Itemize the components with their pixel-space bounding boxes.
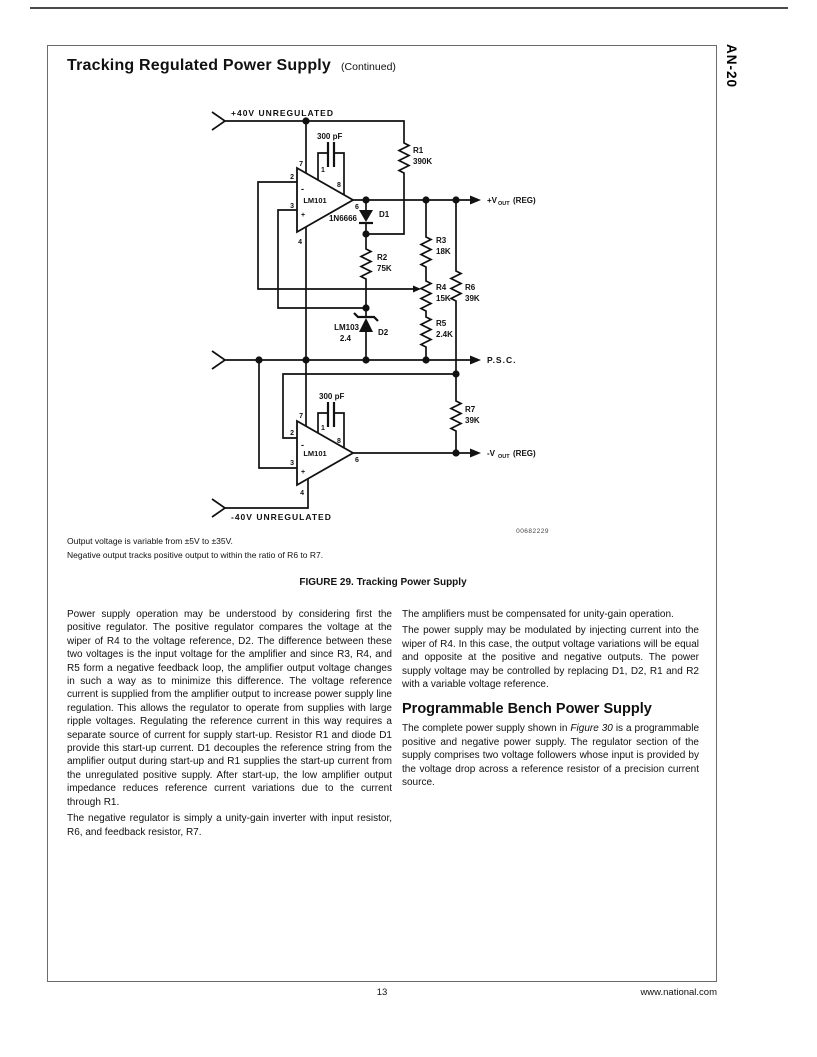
section-heading-programmable-bench-power-supply: Programmable Bench Power Supply	[402, 701, 652, 718]
label-r3-name: R3	[436, 236, 447, 245]
label-d1-part: 1N6666	[328, 214, 357, 223]
resistor-r5	[421, 315, 431, 349]
pin-4-lower: 4	[300, 490, 304, 497]
figure-caption: FIGURE 29. Tracking Power Supply	[299, 577, 467, 588]
minus-input-upper: -	[301, 184, 304, 194]
paragraph	[402, 722, 699, 789]
label-r3-value: 18K	[436, 247, 451, 256]
paragraph: The power supply may be modulated by injecting current into the wiper of R4. In this case, the output voltage variations will be equal and opposite at the positive and negative outputs. The power supply voltage may be controlled by replacing D1, D2, R1 and R2 with a variable voltage reference.	[402, 625, 699, 691]
figure-29-schematic	[48, 96, 718, 546]
closing-text-after: is a programmable positive and negative power supply. The regulator section of the supply comprises two voltage followers whose input is provided by the voltage drop across a reference resistor of a precision current source.	[402, 723, 700, 789]
page-number: 13	[376, 987, 388, 998]
label-r2-value: 75K	[377, 264, 392, 273]
pin-2-upper: 2	[290, 174, 294, 181]
label-vout-pos-sub: OUT	[498, 201, 510, 207]
pin-6-lower: 6	[355, 457, 359, 464]
label-vout-neg: -V	[487, 449, 495, 458]
figure-note-1: Output voltage is variable from ±5V to ±35V.	[67, 536, 233, 546]
figure-30-reference: Figure 30	[570, 723, 613, 735]
resistor-r3	[421, 235, 431, 269]
resistor-r4-pot	[413, 279, 431, 313]
pin-7-lower: 7	[299, 413, 303, 420]
label-vout-neg-reg: (REG)	[513, 449, 536, 458]
website-link: www.national.com	[640, 987, 717, 998]
label-r5-name: R5	[436, 319, 447, 328]
document-sheet	[47, 45, 717, 982]
diode-d1	[359, 210, 373, 223]
pin-8-upper: 8	[337, 182, 341, 189]
label-r2-name: R2	[377, 253, 388, 262]
pin-1-lower: 1	[321, 425, 325, 432]
appnote-number-tab: AN-20	[724, 44, 739, 89]
pin-1-upper: 1	[321, 167, 325, 174]
label-r7-value: 39K	[465, 416, 480, 425]
label-supply-positive: +40V UNREGULATED	[231, 108, 334, 118]
label-r4-value: 15K	[436, 294, 451, 303]
label-r1-name: R1	[413, 146, 424, 155]
title-continued: (Continued)	[341, 61, 396, 73]
plus-input-lower: +	[301, 469, 306, 476]
body-text-columns	[67, 608, 699, 842]
label-r7-name: R7	[465, 405, 476, 414]
label-cap-lower: 300 pF	[319, 392, 345, 401]
capacitor-lower	[328, 402, 334, 427]
closing-text-before: The complete power supply shown in	[402, 723, 571, 735]
label-r6-value: 39K	[465, 294, 480, 303]
label-supply-negative: -40V UNREGULATED	[231, 512, 332, 522]
capacitor-upper	[328, 142, 334, 167]
resistor-r7	[451, 399, 461, 433]
plus-input-upper: +	[301, 212, 306, 219]
section-title-row	[67, 57, 396, 75]
resistor-r1	[399, 141, 409, 175]
label-d1-name: D1	[379, 210, 390, 219]
pin-6-upper: 6	[355, 204, 359, 211]
label-vout-neg-sub: OUT	[498, 454, 510, 460]
pin-8-lower: 8	[337, 438, 341, 445]
junction-dots	[255, 117, 459, 456]
label-r4-name: R4	[436, 283, 447, 292]
pin-3-upper: 3	[290, 203, 294, 210]
tracking-power-supply-circuit	[48, 96, 718, 546]
page-title: Tracking Regulated Power Supply	[67, 57, 332, 74]
resistor-r6	[451, 269, 461, 303]
label-r1-value: 390K	[413, 157, 433, 166]
label-r5-value: 2.4K	[436, 330, 453, 339]
label-amp-upper: LM101	[303, 196, 327, 205]
page-top-rule	[30, 7, 788, 9]
paragraph: The negative regulator is simply a unity-gain inverter with input resistor, R6, and feedback resistor, R7.	[67, 813, 392, 838]
minus-input-lower: -	[301, 440, 304, 450]
resistor-r2	[361, 247, 371, 281]
figure-note-2: Negative output tracks positive output to within the ratio of R6 to R7.	[67, 550, 324, 560]
paragraph: The amplifiers must be compensated for unity-gain operation.	[402, 609, 674, 620]
right-column	[402, 608, 699, 842]
label-d2-part: LM103	[334, 323, 359, 332]
pin-2-lower: 2	[290, 430, 294, 437]
pin-3-lower: 3	[290, 460, 294, 467]
pin-7-upper: 7	[299, 161, 303, 168]
label-amp-lower: LM101	[303, 449, 327, 458]
label-r6-name: R6	[465, 283, 476, 292]
label-psc: P.S.C.	[487, 355, 517, 365]
pin-4-upper: 4	[298, 239, 302, 246]
left-column	[67, 608, 392, 842]
figure-notes	[67, 534, 323, 562]
figure-image-id: 00682229	[516, 528, 549, 535]
paragraph: Power supply operation may be understood by considering first the positive regulator. The positive regulator compares the voltage at the wiper of R4 to the voltage reference, D2. The difference between these two voltages is the input voltage for the amplifier and since R3, R4, and R5 form a negative feedback loop, the amplifier output voltage changes in such a way as to minimize this difference. The voltage reference current is supplied from the amplifier output to increase power supply line regulation. This allows the regulator to operate from supplies with large ripple voltages. Regulating the reference current in this way requires a separate source of current for supply start-up. Resistor R1 and diode D1 provide this start-up current. D1 decouples the reference string from the amplifier output during start-up and R1 supplies the start-up current from the unregulated positive supply. After start-up, the low amplifier output impedance reduces reference current variations due to the current through R1.	[67, 609, 392, 808]
label-vout-pos-reg: (REG)	[513, 196, 536, 205]
label-d2-name: D2	[378, 328, 389, 337]
label-d2-value: 2.4	[339, 334, 351, 343]
label-cap-upper: 300 pF	[317, 132, 343, 141]
label-vout-pos: +V	[487, 196, 498, 205]
